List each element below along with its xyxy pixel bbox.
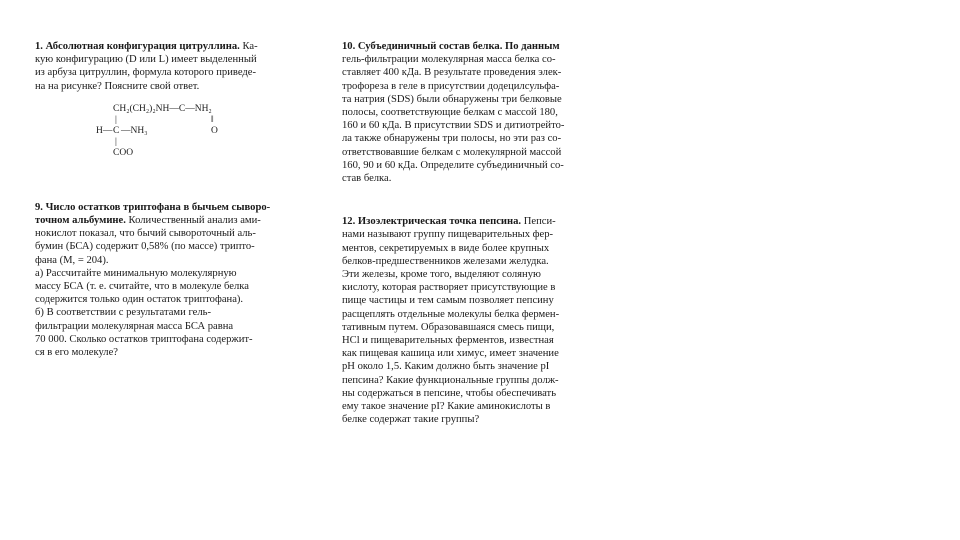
problem-1-line-1	[35, 40, 291, 53]
citrulline-formula	[35, 103, 291, 161]
formula-top: CH₂(CH₂)₂NH—C—NH₂	[113, 103, 212, 114]
problem-9-line: 70 000. Сколько остатков триптофана содержит-	[35, 333, 253, 345]
problem-12-line: тативным путем. Образовавшаяся смесь пищи,	[342, 321, 555, 333]
problem-12-line: белке содержат такие группы?	[342, 414, 480, 426]
problem-12-line: нами называют группу пищеварительных фер-	[342, 229, 554, 241]
problem-10-line: 160 и 60 кДа. В присутствии SDS и дитиотрейто-	[342, 120, 565, 132]
problem-1-heading: 1. Абсолютная конфигурация цитруллина.	[35, 41, 240, 52]
problem-12-line: ментов, секретируемых в виде более крупных	[342, 242, 550, 254]
problem-10-heading-rest: По данным	[505, 41, 560, 52]
problem-10-heading: 10. Субъединичный состав белка.	[342, 41, 503, 52]
problem-9-line: фильтрации молекулярная масса БСА равна	[35, 320, 234, 332]
problem-9-heading: 9. Число остатков триптофана в бычьем сыворо-	[35, 201, 271, 213]
problem-1-line: кую конфигурацию (D или L) имеет выделенный	[35, 54, 257, 66]
problem-12-line: кислоту, которая растворяет присутствующие в	[342, 282, 556, 294]
formula-alpha-carbon: C	[113, 125, 120, 136]
problem-12-line: пище частицы и тем самым позволяет пепсину	[342, 295, 554, 307]
problem-10-line-1	[342, 40, 568, 53]
problem-9-line: ся в его молекуле?	[35, 347, 118, 359]
problem-12-heading-rest: Пепси-	[523, 216, 556, 228]
problem-12	[342, 215, 568, 426]
problem-10	[342, 40, 568, 185]
problem-9	[35, 201, 291, 359]
problem-10-line: полосы, соответствующие белкам с массой 180,	[342, 107, 558, 119]
problem-9-line-2-rest: Количественный анализ ами-	[128, 215, 261, 227]
formula-vertical-bond: |	[115, 136, 117, 147]
problem-9-heading-2: точном альбумине.	[35, 215, 126, 227]
problem-9-line: содержится только один остаток триптофана).	[35, 294, 244, 306]
problem-12-line: HCl и пищеварительных ферментов, известная	[342, 335, 554, 347]
problem-9-line: б) В соответствии с результатами гель-	[35, 307, 211, 319]
problem-10-line: ставляет 400 кДа. В результате проведения элек-	[342, 67, 562, 79]
problem-10-line: 160, 90 и 60 кДа. Определите субъединичный со-	[342, 159, 564, 171]
formula-nh3: —NH₃	[121, 125, 148, 136]
problem-9-line: а) Рассчитайте минимальную молекулярную	[35, 267, 237, 279]
formula-h: H—	[96, 125, 113, 136]
problem-12-line-1	[342, 215, 568, 228]
problem-9-line: бумин (БСА) содержит 0,58% (по массе) трипто-	[35, 241, 255, 253]
problem-10-line: ла также обнаружены три полосы, но эти раз со-	[342, 133, 562, 145]
problem-12-line: пепсина? Какие функциональные группы долж-	[342, 374, 559, 386]
formula-double-bond: ‖	[211, 114, 214, 125]
formula-coo: COO	[113, 147, 134, 158]
problem-12-line: pH около 1,5. Каким должно быть значение pI	[342, 361, 550, 373]
problem-12-line: белков-предшественников железами желудка.	[342, 255, 549, 267]
problem-12-line: ны содержаться в пепсине, чтобы обеспечивать	[342, 387, 557, 399]
problem-12-line: расщеплять отдельные молекулы белка фермен-	[342, 308, 560, 320]
right-column	[342, 40, 568, 426]
problem-1-line: на на рисунке? Поясните свой ответ.	[35, 80, 200, 92]
problem-10-line: став белка.	[342, 173, 392, 185]
problem-10-line: та натрия (SDS) были обнаружены три белковые	[342, 93, 562, 105]
problem-1-line: из арбуза цитруллин, формула которого приведе-	[35, 67, 257, 79]
problem-9-line: нокислот показал, что бычий сывороточный аль-	[35, 228, 256, 240]
problem-1-heading-rest: Ка-	[242, 41, 258, 52]
problem-9-line: фана (M, = 204).	[35, 254, 109, 266]
problem-12-line: как пищевая кашица или химус, имеет значение	[342, 348, 559, 360]
problem-12-heading: 12. Изоэлектрическая точка пепсина.	[342, 216, 522, 228]
formula-oxygen: O	[211, 125, 218, 136]
problem-10-line: гель-фильтрации молекулярная масса белка со-	[342, 54, 556, 66]
problem-9-line: массу БСА (т. е. считайте, что в молекуле белка	[35, 281, 249, 293]
formula-vertical-bond: |	[115, 114, 117, 125]
problem-1	[35, 40, 291, 161]
problem-10-line: трофореза в геле в присутствии додецилсульфа-	[342, 80, 560, 92]
problem-12-line: ему такое значение pI? Какие аминокислоты в	[342, 401, 551, 413]
problem-12-line: Эти железы, кроме того, выделяют соляную	[342, 269, 541, 281]
problem-9-line-2	[35, 214, 291, 227]
problem-10-line: ответствовавшие белкам с молекулярной массой	[342, 146, 562, 158]
left-column	[35, 40, 291, 359]
